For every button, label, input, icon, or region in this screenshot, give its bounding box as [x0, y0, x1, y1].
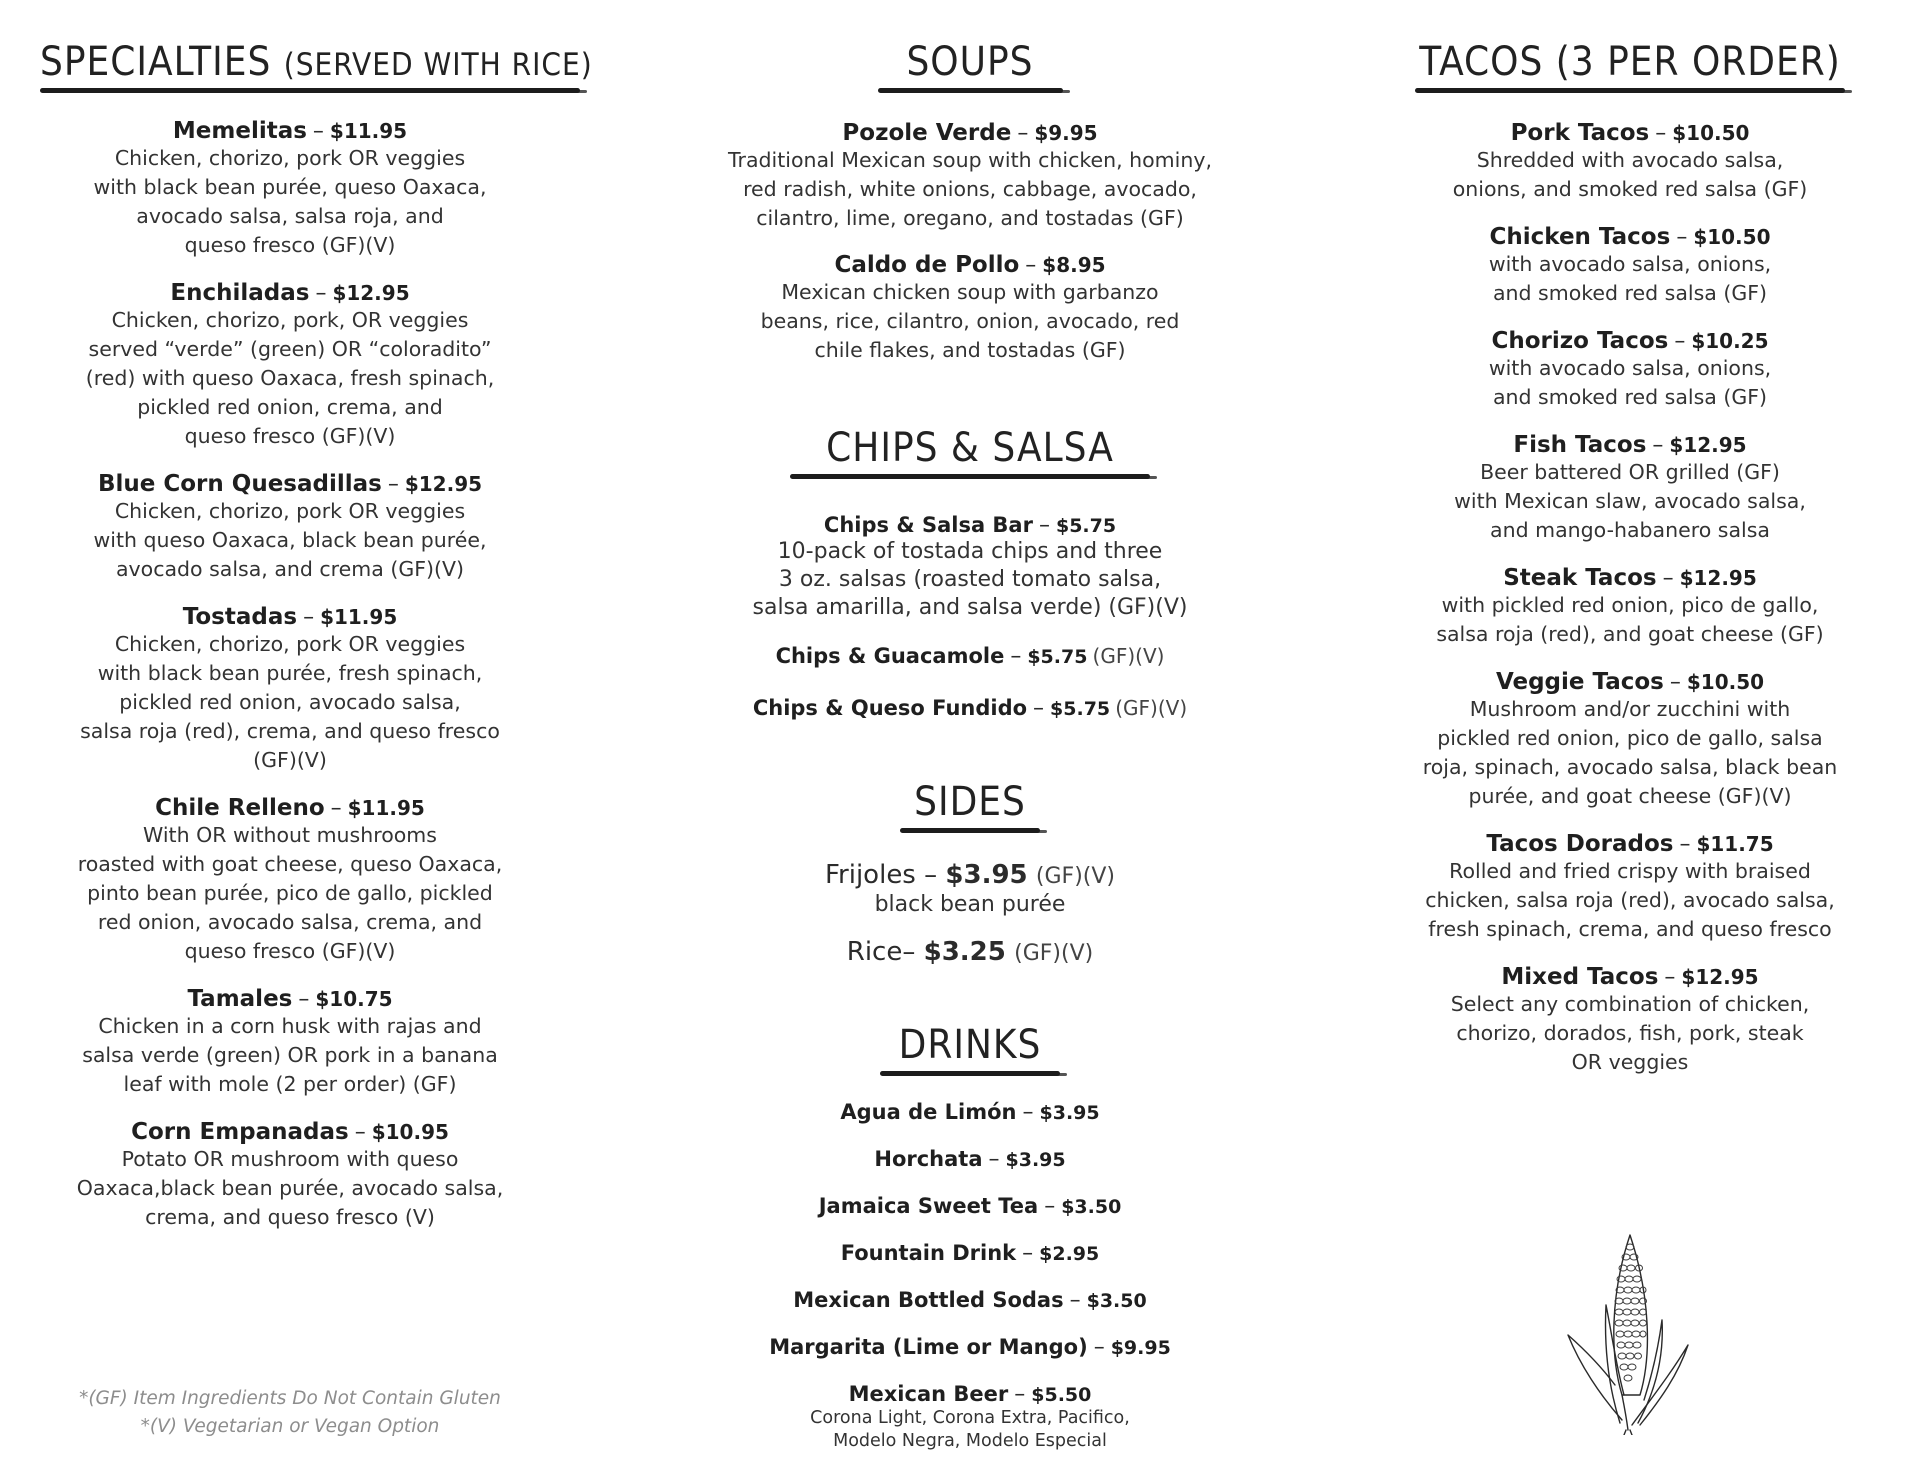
desc-line: pinto bean purée, pico de gallo, pickled [87, 881, 493, 905]
sides-section [700, 779, 1240, 833]
item-price: $10.50 [1693, 225, 1771, 249]
desc-line: queso fresco (GF)(V) [184, 233, 396, 257]
item-name: Memelitas [172, 118, 307, 144]
item-name: Tamales [187, 986, 293, 1012]
sides-heading: SIDES [914, 779, 1026, 825]
drink-item: Margarita (Lime or Mango) – $9.95 [769, 1335, 1171, 1360]
heading-underline [790, 474, 1150, 479]
soups-heading: SOUPS [906, 39, 1034, 85]
desc-line: crema, and queso fresco (V) [145, 1205, 435, 1229]
item-name: Mixed Tacos [1501, 964, 1659, 990]
item-name: Chicken Tacos [1489, 224, 1671, 250]
item-price: $5.50 [1031, 1384, 1092, 1406]
desc-line: Potato OR mushroom with queso [121, 1147, 459, 1171]
drinks-section [700, 1022, 1240, 1076]
desc-line: and mango-habanero salsa [1490, 518, 1770, 542]
menu-item: Chips & Queso Fundido – $5.75 (GF)(V) [752, 696, 1188, 721]
item-price: $11.95 [347, 796, 425, 820]
desc-line: roasted with goat cheese, queso Oaxaca, [77, 852, 503, 876]
item-description [40, 497, 540, 584]
desc-line: Traditional Mexican soup with chicken, hominy, [728, 148, 1212, 172]
item-name: Chorizo Tacos [1491, 328, 1669, 354]
desc-line: chile flakes, and tostadas (GF) [814, 338, 1126, 362]
item-price: $8.95 [1042, 253, 1106, 277]
desc-line: Chicken, chorizo, pork, OR veggies [111, 308, 469, 332]
desc-line: with queso Oaxaca, black bean purée, [93, 528, 487, 552]
desc-line: queso fresco (GF)(V) [184, 424, 396, 448]
tacos-heading: TACOS (3 PER ORDER) [1419, 39, 1841, 85]
drink-item: Horchata – $3.95 [874, 1147, 1066, 1172]
item-price: $10.75 [315, 987, 393, 1011]
item-description [40, 144, 540, 260]
desc-line: with black bean purée, queso Oaxaca, [93, 175, 487, 199]
menu-item: Caldo de Pollo – $8.95 Mexican chicken soup with garbanzo beans, rice, cilantro, onion, avocado, red chile flakes, and tostadas (GF) [700, 252, 1240, 365]
item-price: $2.95 [1039, 1243, 1100, 1265]
menu-item: Steak Tacos – $12.95 with pickled red onion, pico de gallo, salsa roja (red), and goat cheese (GF) [1390, 565, 1870, 649]
desc-line: pickled red onion, pico de gallo, salsa [1437, 726, 1823, 750]
item-name: Rice [846, 937, 903, 967]
desc-line: queso fresco (GF)(V) [184, 939, 396, 963]
menu-item [700, 937, 1240, 967]
item-tag: (GF)(V) [1035, 864, 1115, 889]
item-name: Tostadas [182, 604, 298, 630]
drinks-list [700, 1100, 1240, 1453]
desc-line: red radish, white onions, cabbage, avocado, [743, 177, 1197, 201]
item-price: $11.95 [329, 119, 408, 143]
menu-item: Chips & Salsa Bar – $5.75 10-pack of tostada chips and three 3 oz. salsas (roasted tomato salsa, salsa amarilla, and salsa verde) (GF)(V) [700, 513, 1240, 622]
desc-line: and smoked red salsa (GF) [1492, 385, 1768, 409]
desc-line: Beer battered OR grilled (GF) [1480, 460, 1780, 484]
desc-line: onions, and smoked red salsa (GF) [1452, 177, 1808, 201]
item-name: Chips & Guacamole [775, 644, 1005, 668]
item-name: Chips & Queso Fundido [752, 696, 1028, 720]
chips-list [700, 513, 1240, 721]
menu-item: Chile Relleno – $11.95 With OR without mushrooms roasted with goat cheese, queso Oaxaca, pinto bean purée, pico de gallo, pickled red onion, avocado salsa, crema, and queso fresco (GF)(V) [40, 795, 540, 966]
item-price: $9.95 [1034, 121, 1098, 145]
heading-underline [900, 828, 1040, 833]
desc-line: roja, spinach, avocado salsa, black bean [1422, 755, 1838, 779]
item-price: $3.95 [1039, 1102, 1100, 1124]
item-separator: – [902, 937, 924, 967]
desc-line: salsa amarilla, and salsa verde) (GF)(V) [752, 595, 1188, 620]
heading-underline [878, 88, 1063, 93]
item-name: Steak Tacos [1503, 565, 1657, 591]
drink-item: Mexican Bottled Sodas – $3.50 [793, 1288, 1147, 1313]
menu-item: Blue Corn Quesadillas – $12.95 Chicken, chorizo, pork OR veggies with queso Oaxaca, black bean purée, avocado salsa, and crema (GF)(V) [40, 471, 540, 584]
item-description [1390, 591, 1870, 649]
item-description [1390, 146, 1870, 204]
desc-line: with Mexican slaw, avocado salsa, [1454, 489, 1806, 513]
drink-item: Agua de Limón – $3.95 [840, 1100, 1100, 1125]
item-price: $12.95 [1681, 965, 1759, 989]
item-price: $12.95 [332, 281, 410, 305]
specialties-heading-sub: (SERVED WITH RICE) [283, 47, 593, 83]
item-price: $3.50 [1061, 1196, 1122, 1218]
desc-line: with avocado salsa, onions, [1488, 356, 1772, 380]
item-description [700, 278, 1240, 365]
item-description [40, 306, 540, 451]
menu-item: Tamales – $10.75 Chicken in a corn husk with rajas and salsa verde (green) OR pork in a banana leaf with mole (2 per order) (GF) [40, 986, 540, 1099]
item-description [40, 1012, 540, 1099]
item-name: Margarita (Lime or Mango) [769, 1335, 1088, 1359]
item-price: $3.50 [1086, 1290, 1147, 1312]
menu-item: Chips & Guacamole – $5.75 (GF)(V) [775, 644, 1165, 669]
item-tag: (GF)(V) [1115, 696, 1188, 720]
item-name: Chile Relleno [155, 795, 325, 821]
menu-item: Pork Tacos – $10.50 Shredded with avocado salsa, onions, and smoked red salsa (GF) [1390, 120, 1870, 204]
desc-line: Mushroom and/or zucchini with [1469, 697, 1791, 721]
item-description [1390, 250, 1870, 308]
desc-line: (red) with queso Oaxaca, fresh spinach, [85, 366, 495, 390]
item-name: Frijoles [824, 860, 916, 890]
chips-section [700, 425, 1240, 479]
soups-list [700, 120, 1240, 365]
menu-item: Chicken Tacos – $10.50 with avocado salsa, onions, and smoked red salsa (GF) [1390, 224, 1870, 308]
desc-line: with black bean purée, fresh spinach, [97, 661, 483, 685]
item-price: $5.75 [1027, 646, 1088, 668]
footnote-v: *(V) Vegetarian or Vegan Option [140, 1416, 440, 1437]
menu-item: Tostadas – $11.95 Chicken, chorizo, pork OR veggies with black bean purée, fresh spinach, pickled red onion, avocado salsa, salsa roja (red), crema, and queso fresco (GF)(V) [40, 604, 540, 775]
desc-line: salsa roja (red), and goat cheese (GF) [1436, 622, 1824, 646]
drink-item: Jamaica Sweet Tea – $3.50 [818, 1194, 1122, 1219]
menu-item: Veggie Tacos – $10.50 Mushroom and/or zucchini with pickled red onion, pico de gallo, salsa roja, spinach, avocado salsa, black bean purée, and goat cheese (GF)(V) [1390, 669, 1870, 811]
desc-line: With OR without mushrooms [143, 823, 437, 847]
heading-underline [880, 1071, 1060, 1076]
item-description [40, 630, 540, 775]
item-price: $12.95 [404, 472, 483, 496]
item-price: $3.25 [923, 937, 1006, 967]
menu-item: Pozole Verde – $9.95 Traditional Mexican soup with chicken, hominy, red radish, white onions, cabbage, avocado, cilantro, lime, oregano, and tostadas (GF) [700, 120, 1240, 233]
item-description [700, 146, 1240, 233]
item-price: $10.25 [1691, 329, 1769, 353]
item-name: Horchata [874, 1147, 983, 1171]
item-price: $10.50 [1672, 121, 1750, 145]
item-price: $10.95 [371, 1120, 449, 1144]
desc-line: Chicken, chorizo, pork OR veggies [114, 499, 466, 523]
item-description [40, 1145, 540, 1232]
item-name: Caldo de Pollo [834, 252, 1020, 278]
item-price: $11.95 [320, 605, 398, 629]
item-name: Pozole Verde [842, 120, 1012, 146]
desc-line: salsa roja (red), crema, and queso fresco [80, 719, 500, 743]
item-name: Fish Tacos [1513, 432, 1647, 458]
item-price: $10.50 [1686, 670, 1765, 694]
desc-line: chicken, salsa roja (red), avocado salsa, [1425, 888, 1835, 912]
desc-line: served “verde” (green) OR “coloradito” [88, 337, 492, 361]
drink-item: Mexican Beer – $5.50 Corona Light, Corona Extra, Pacifico, Modelo Negra, Modelo Especial [700, 1382, 1240, 1453]
desc-line: Chicken, chorizo, pork OR veggies [114, 632, 466, 656]
item-name: Mexican Beer [848, 1382, 1009, 1406]
specialties-heading-block [40, 39, 593, 93]
desc-line: Select any combination of chicken, [1450, 992, 1810, 1016]
desc-line: with avocado salsa, onions, [1488, 252, 1772, 276]
desc-line: Corona Light, Corona Extra, Pacifico, [810, 1408, 1130, 1428]
footnotes [30, 1385, 550, 1441]
desc-line: leaf with mole (2 per order) (GF) [123, 1072, 457, 1096]
menu-item: Mixed Tacos – $12.95 Select any combination of chicken, chorizo, dorados, fish, pork, steak OR veggies [1390, 964, 1870, 1077]
item-price: $11.75 [1696, 832, 1774, 856]
item-price: $3.95 [945, 860, 1028, 890]
desc-line: pickled red onion, crema, and [137, 395, 443, 419]
item-price: $12.95 [1679, 566, 1757, 590]
item-description [700, 1407, 1240, 1453]
desc-line: with pickled red onion, pico de gallo, [1441, 593, 1819, 617]
sides-list [700, 860, 1240, 967]
item-name: Enchiladas [170, 280, 310, 306]
desc-line: (GF)(V) [253, 748, 327, 772]
desc-line: Shredded with avocado salsa, [1476, 148, 1784, 172]
desc-line: avocado salsa, and crema (GF)(V) [115, 557, 465, 581]
item-description [1390, 354, 1870, 412]
item-name: Corn Empanadas [131, 1119, 349, 1145]
desc-line: Modelo Negra, Modelo Especial [833, 1431, 1107, 1451]
heading-underline [1415, 88, 1845, 93]
desc-line: avocado salsa, salsa roja, and [136, 204, 444, 228]
item-description: black bean purée [874, 892, 1066, 917]
desc-line: salsa verde (green) OR pork in a banana [82, 1043, 498, 1067]
item-name: Chips & Salsa Bar [823, 513, 1033, 537]
tacos-list [1390, 120, 1870, 1077]
desc-line: Mexican chicken soup with garbanzo [781, 280, 1159, 304]
desc-line: purée, and goat cheese (GF)(V) [1468, 784, 1792, 808]
menu-item [700, 860, 1240, 919]
item-name: Mexican Bottled Sodas [793, 1288, 1064, 1312]
item-price: $9.95 [1110, 1337, 1171, 1359]
drink-item: Fountain Drink – $2.95 [840, 1241, 1100, 1266]
item-description [1390, 695, 1870, 811]
item-price: $5.75 [1050, 698, 1111, 720]
desc-line: 3 oz. salsas (roasted tomato salsa, [778, 567, 1162, 592]
item-name: Jamaica Sweet Tea [818, 1194, 1039, 1218]
desc-line: Rolled and fried crispy with braised [1449, 859, 1811, 883]
item-name: Pork Tacos [1510, 120, 1650, 146]
item-separator: – [915, 860, 946, 890]
soups-section [700, 39, 1240, 93]
specialties-list [40, 118, 540, 1252]
menu-item: Enchiladas – $12.95 Chicken, chorizo, pork, OR veggies served “verde” (green) OR “coloradito” (red) with queso Oaxaca, fresh spinach, pickled red onion, crema, and queso fresco (GF)(V) [40, 280, 540, 451]
desc-line: fresh spinach, crema, and queso fresco [1428, 917, 1832, 941]
item-description [1390, 458, 1870, 545]
item-price: $12.95 [1669, 433, 1747, 457]
item-price: $3.95 [1005, 1149, 1066, 1171]
desc-line: and smoked red salsa (GF) [1492, 281, 1768, 305]
desc-line: Oaxaca,black bean purée, avocado salsa, [76, 1176, 504, 1200]
corn-illustration-icon [1560, 1225, 1700, 1435]
item-name: Agua de Limón [840, 1100, 1017, 1124]
specialties-heading-text: SPECIALTIES [40, 39, 272, 85]
item-description [40, 821, 540, 966]
desc-line: red onion, avocado salsa, crema, and [97, 910, 483, 934]
menu-item: Tacos Dorados – $11.75 Rolled and fried crispy with braised chicken, salsa roja (red), avocado salsa, fresh spinach, crema, and queso fresco [1390, 831, 1870, 944]
desc-line: Chicken, chorizo, pork OR veggies [114, 146, 466, 170]
footnote-gf: *(GF) Item Ingredients Do Not Contain Gluten [79, 1388, 501, 1409]
menu-item: Chorizo Tacos – $10.25 with avocado salsa, onions, and smoked red salsa (GF) [1390, 328, 1870, 412]
menu-item: Corn Empanadas – $10.95 Potato OR mushroom with queso Oaxaca,black bean purée, avocado salsa, crema, and queso fresco (V) [40, 1119, 540, 1232]
chips-heading: CHIPS & SALSA [826, 425, 1114, 471]
tacos-heading-block [1390, 39, 1870, 93]
menu-item: Memelitas – $11.95 Chicken, chorizo, pork OR veggies with black bean purée, queso Oaxaca, avocado salsa, salsa roja, and queso fresco (GF)(V) [40, 118, 540, 260]
item-description [700, 538, 1240, 622]
heading-underline [40, 88, 580, 93]
specialties-heading [40, 39, 593, 85]
item-description [1390, 857, 1870, 944]
desc-line: Chicken in a corn husk with rajas and [98, 1014, 482, 1038]
desc-line: chorizo, dorados, fish, pork, steak [1456, 1021, 1804, 1045]
desc-line: OR veggies [1571, 1050, 1689, 1074]
drinks-heading: DRINKS [898, 1022, 1042, 1068]
desc-line: pickled red onion, avocado salsa, [119, 690, 461, 714]
item-price: $5.75 [1055, 515, 1117, 537]
item-description [1390, 990, 1870, 1077]
desc-line: cilantro, lime, oregano, and tostadas (GF) [756, 206, 1184, 230]
menu-item: Fish Tacos – $12.95 Beer battered OR grilled (GF) with Mexican slaw, avocado salsa, and mango-habanero salsa [1390, 432, 1870, 545]
item-name: Fountain Drink [840, 1241, 1017, 1265]
item-name: Blue Corn Quesadillas [97, 471, 382, 497]
desc-line: beans, rice, cilantro, onion, avocado, red [760, 309, 1180, 333]
item-name: Veggie Tacos [1495, 669, 1664, 695]
item-tag: (GF)(V) [1092, 644, 1165, 668]
item-tag: (GF)(V) [1014, 941, 1094, 966]
item-name: Tacos Dorados [1486, 831, 1674, 857]
desc-line: 10-pack of tostada chips and three [777, 539, 1163, 564]
